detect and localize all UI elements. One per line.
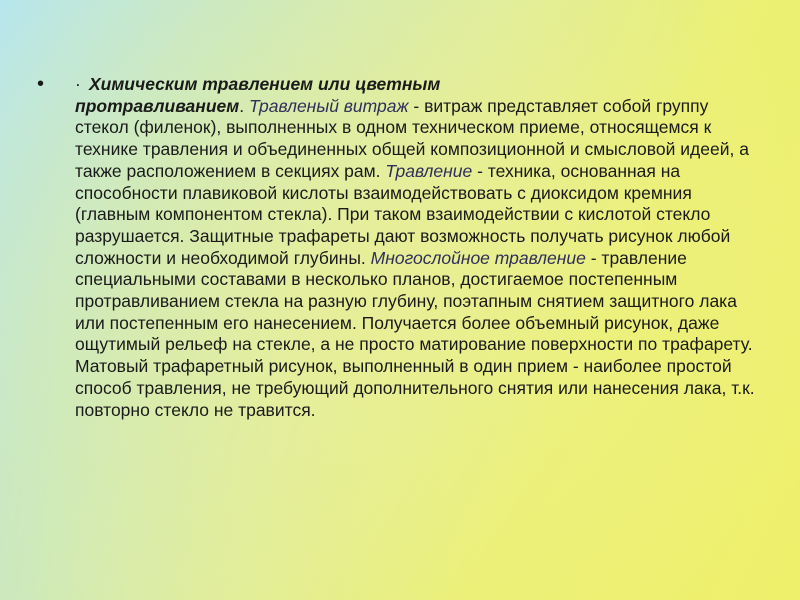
lead-heading-line1: Химическим травлением или цветным xyxy=(89,74,441,94)
bullet-icon: • xyxy=(37,73,45,95)
small-dot-icon: · xyxy=(75,74,81,94)
lead-heading-line2: протравливанием xyxy=(75,95,240,116)
term-multilayer-etching: Многослойное травление xyxy=(370,247,586,268)
slide-text-block xyxy=(37,73,755,421)
term-etched-stained-glass: Травленый витраж xyxy=(248,95,409,116)
text-etched-stained-glass: - витраж представляет собой группу стекол (филенок), выполненных в одном техническом приеме, относящемся к технике травления и объединенных общей композиционной и смысловой идеей, а также расположением в секциях рам. xyxy=(75,95,749,181)
text-etching: - техника, основанная на способности плавиковой кислоты взаимодействовать с диоксидом кремния (главным компонентом стекла). При таком взаимодействии с кислотой стекло разрушается. Защитные трафареты дают возможность получать рисунок любой сложности и необходимой глубины. xyxy=(75,160,731,268)
lead-separator: . xyxy=(239,95,249,116)
term-etching: Травление xyxy=(385,160,473,181)
slide-paragraph xyxy=(55,74,755,421)
text-multilayer-etching: - травление специальными составами в несколько планов, достигаемое постепенным протравливанием стекла на разную глубину, поэтапным снятием защитного лака или постепенным его нанесением. Получается более объемный рисунок, даже ощутимый рельеф на стекле, а не просто матирование поверхности по трафарету. Матовый трафаретный рисунок, выполненный в один прием - наиболее простой способ травления, не требующий дополнительного снятия или нанесения лака, т.к. повторно стекло не травится. xyxy=(75,247,755,420)
